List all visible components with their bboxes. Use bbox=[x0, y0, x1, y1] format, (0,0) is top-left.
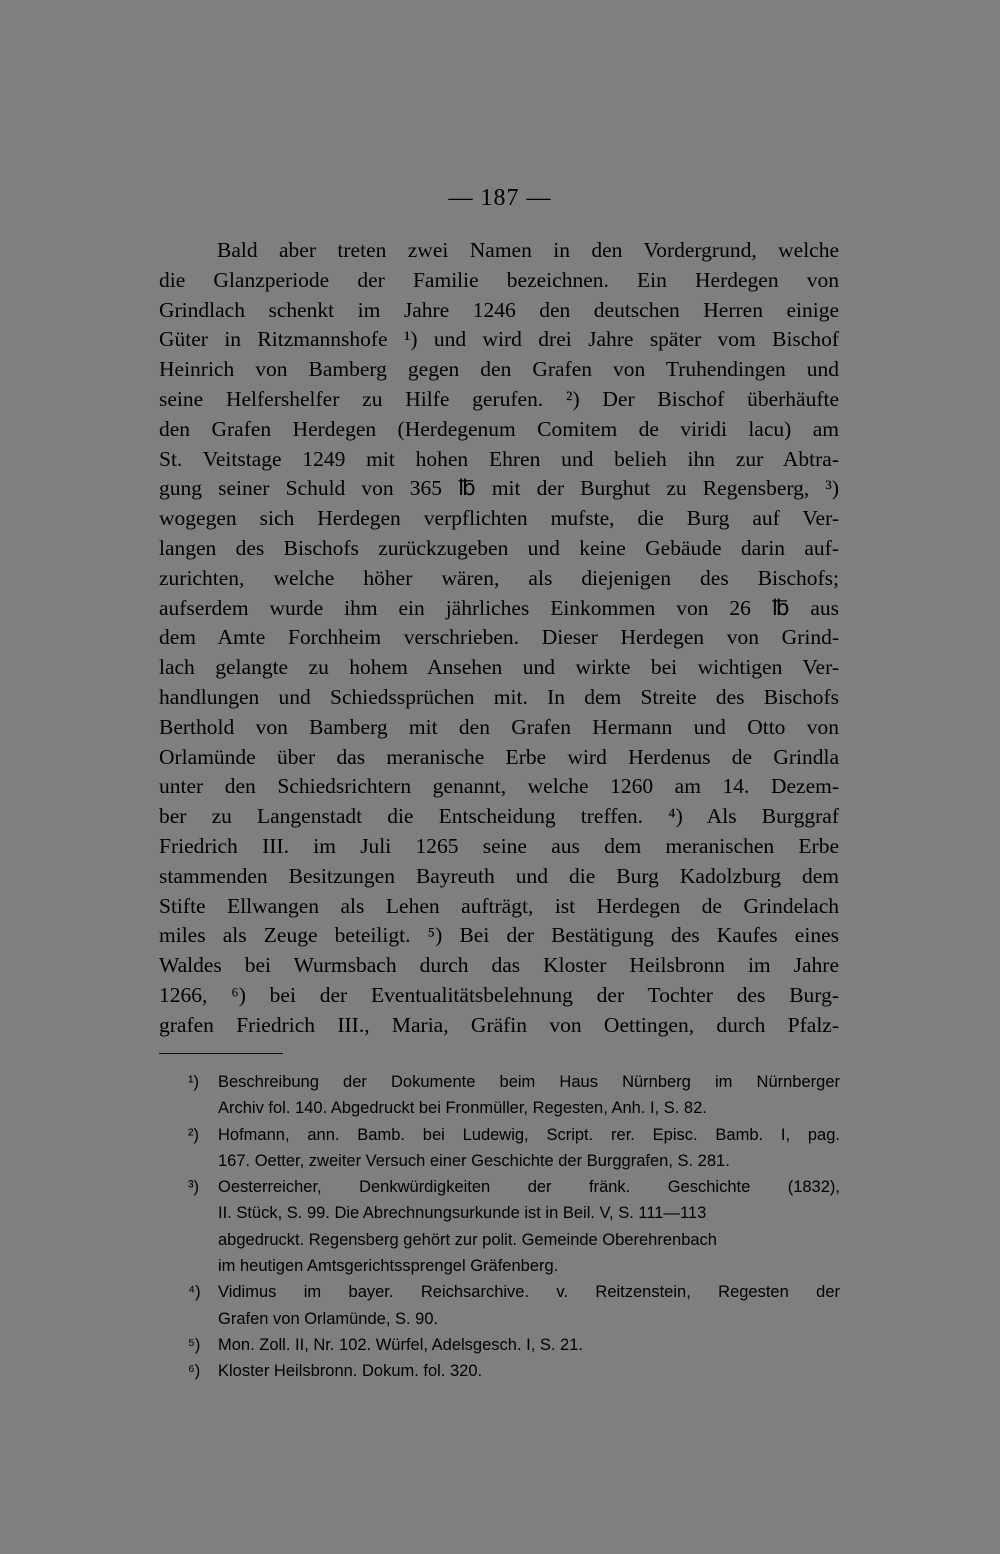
footnote-text: II. Stück, S. 99. Die Abrechnungsurkunde ist in Beil. V, S. 111—113 bbox=[218, 1204, 707, 1223]
page-number: — 187 — bbox=[448, 185, 552, 211]
text-line: Güter in Ritzmannshofe ¹) und wird drei Jahre später vom Bischof bbox=[159, 327, 839, 352]
text-line: Bald aber treten zwei Namen in den Vordergrund, welche bbox=[217, 238, 839, 262]
footnote-text: Oesterreicher, Denkwürdigkeiten der fränk. Geschichte (1832), bbox=[218, 1178, 840, 1197]
text-line: Stifte Ellwangen als Lehen aufträgt, ist Herdegen de Grindelach bbox=[159, 893, 839, 918]
text-line: Waldes bei Wurmsbach durch das Kloster Heilsbronn im Jahre bbox=[159, 953, 839, 978]
footnote-divider bbox=[159, 1053, 283, 1054]
body-text bbox=[159, 236, 839, 1041]
footnote-text: abgedruckt. Regensberg gehört zur polit. Gemeinde Oberehrenbach bbox=[218, 1230, 717, 1249]
footnote-text: 167. Oetter, zweiter Versuch einer Geschichte der Burggrafen, S. 281. bbox=[218, 1151, 730, 1170]
footnote-text: Grafen von Orlamünde, S. 90. bbox=[218, 1309, 439, 1328]
text-line: stammenden Besitzungen Bayreuth und die Burg Kadolzburg dem bbox=[159, 863, 839, 888]
text-line: aufserdem wurde ihm ein jährliches Einkommen von 26 ℔ aus bbox=[159, 595, 839, 620]
text-line: 1266, ⁶) bei der Eventualitätsbelehnung der Tochter des Burg- bbox=[159, 982, 839, 1007]
footnote-5 bbox=[188, 1332, 840, 1358]
footnote-text: Mon. Zoll. II, Nr. 102. Würfel, Adelsgesch. I, S. 21. bbox=[218, 1335, 583, 1354]
text-line: Orlamünde über das meranische Erbe wird Herdenus de Grindla bbox=[159, 744, 839, 769]
text-line: den Grafen Herdegen (Herdegenum Comitem de viridi lacu) am bbox=[159, 416, 839, 441]
text-line: gung seiner Schuld von 365 ℔ mit der Burghut zu Regensberg, ³) bbox=[159, 476, 839, 501]
text-line: dem Amte Forchheim verschrieben. Dieser Herdegen von Grind- bbox=[159, 625, 839, 650]
text-line: die Glanzperiode der Familie bezeichnen. Ein Herdegen von bbox=[159, 267, 839, 292]
text-line: langen des Bischofs zurückzugeben und keine Gebäude darin auf- bbox=[159, 535, 839, 560]
footnote-3 bbox=[188, 1174, 840, 1279]
footnote-mark: ⁶) bbox=[188, 1362, 201, 1381]
text-line: Heinrich von Bamberg gegen den Grafen von Truhendingen und bbox=[159, 357, 839, 382]
footnote-text: Beschreibung der Dokumente beim Haus Nürnberg im Nürnberger bbox=[218, 1073, 840, 1091]
footnote-4 bbox=[188, 1279, 840, 1332]
text-line: lach gelangte zu hohem Ansehen und wirkte bei wichtigen Ver- bbox=[159, 655, 839, 680]
text-line: St. Veitstage 1249 mit hohen Ehren und belieh ihn zur Abtra- bbox=[159, 446, 839, 471]
footnote-text: Hofmann, ann. Bamb. bei Ludewig, Script. rer. Episc. Bamb. I, pag. bbox=[218, 1125, 840, 1144]
text-line: grafen Friedrich III., Maria, Gräfin von Oettingen, durch Pfalz- bbox=[159, 1012, 839, 1037]
footnote-text: Kloster Heilsbronn. Dokum. fol. 320. bbox=[218, 1362, 483, 1381]
footnote-mark: ⁴) bbox=[188, 1283, 201, 1302]
footnote-text: im heutigen Amtsgerichtssprengel Gräfenberg. bbox=[218, 1257, 559, 1276]
footnote-text: Archiv fol. 140. Abgedruckt bei Fronmüller, Regesten, Anh. I, S. 82. bbox=[218, 1099, 707, 1118]
footnote-6 bbox=[188, 1358, 840, 1384]
text-line: wogegen sich Herdegen verpflichten mufste, die Burg auf Ver- bbox=[159, 506, 839, 531]
footnotes bbox=[188, 1069, 840, 1385]
text-line: ber zu Langenstadt die Entscheidung treffen. ⁴) Als Burggraf bbox=[159, 804, 839, 829]
text-line: unter den Schiedsrichtern genannt, welche 1260 am 14. Dezem- bbox=[159, 774, 839, 799]
text-line: zurichten, welche höher wären, als diejenigen des Bischofs; bbox=[159, 565, 839, 590]
footnote-mark: ⁵) bbox=[188, 1335, 201, 1354]
text-line: handlungen und Schiedssprüchen mit. In dem Streite des Bischofs bbox=[159, 684, 839, 709]
footnote-2 bbox=[188, 1122, 840, 1175]
text-line: miles als Zeuge beteiligt. ⁵) Bei der Bestätigung des Kaufes eines bbox=[159, 923, 839, 948]
footnote-text: Vidimus im bayer. Reichsarchive. v. Reitzenstein, Regesten der bbox=[218, 1283, 840, 1302]
footnote-mark: ¹) bbox=[188, 1073, 199, 1091]
text-line: Berthold von Bamberg mit den Grafen Hermann und Otto von bbox=[159, 714, 839, 739]
text-line: seine Helfershelfer zu Hilfe gerufen. ²) Der Bischof überhäufte bbox=[159, 386, 839, 411]
footnote-mark: ³) bbox=[188, 1178, 199, 1197]
text-line: Grindlach schenkt im Jahre 1246 den deutschen Herren einige bbox=[159, 297, 839, 322]
footnote-mark: ²) bbox=[188, 1125, 199, 1144]
footnote-1 bbox=[188, 1069, 840, 1122]
text-line: Friedrich III. im Juli 1265 seine aus dem meranischen Erbe bbox=[159, 833, 839, 858]
